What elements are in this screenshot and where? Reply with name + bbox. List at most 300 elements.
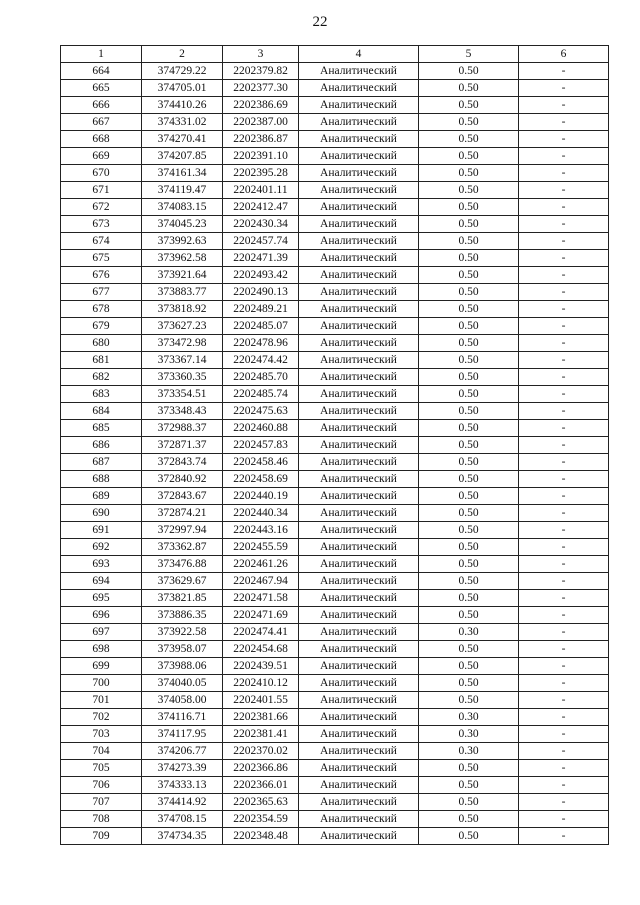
table-cell: - <box>519 267 609 284</box>
table-row <box>61 369 609 386</box>
table-row <box>61 488 609 505</box>
table-cell: 2202430.34 <box>223 216 299 233</box>
table-cell: 665 <box>61 80 142 97</box>
table-cell: 664 <box>61 63 142 80</box>
table-cell: 374414.92 <box>142 794 223 811</box>
table-cell: 0.50 <box>419 522 519 539</box>
table-cell: 0.50 <box>419 403 519 420</box>
table-cell: 374333.13 <box>142 777 223 794</box>
table-cell: 2202439.51 <box>223 658 299 675</box>
table-cell: 674 <box>61 233 142 250</box>
table-cell: Аналитический <box>299 692 419 709</box>
table-cell: 373958.07 <box>142 641 223 658</box>
table-cell: 679 <box>61 318 142 335</box>
table-cell: 0.50 <box>419 658 519 675</box>
table-cell: 2202354.59 <box>223 811 299 828</box>
table-cell: 0.50 <box>419 777 519 794</box>
table-cell: 0.50 <box>419 386 519 403</box>
table-cell: 2202490.13 <box>223 284 299 301</box>
table-cell: 2202485.70 <box>223 369 299 386</box>
table-cell: - <box>519 811 609 828</box>
table-cell: 2202489.21 <box>223 301 299 318</box>
table-cell: - <box>519 233 609 250</box>
table-cell: Аналитический <box>299 726 419 743</box>
table-cell: 692 <box>61 539 142 556</box>
table-cell: Аналитический <box>299 284 419 301</box>
table-cell: 669 <box>61 148 142 165</box>
table-cell: 666 <box>61 97 142 114</box>
table-cell: Аналитический <box>299 148 419 165</box>
table-cell: 2202457.83 <box>223 437 299 454</box>
table-cell: 0.50 <box>419 335 519 352</box>
table-cell: Аналитический <box>299 114 419 131</box>
table-cell: 685 <box>61 420 142 437</box>
table-cell: 0.50 <box>419 488 519 505</box>
table-cell: 2202461.26 <box>223 556 299 573</box>
table-row <box>61 760 609 777</box>
table-cell: 0.50 <box>419 318 519 335</box>
table-row <box>61 165 609 182</box>
table-cell: Аналитический <box>299 131 419 148</box>
table-row <box>61 437 609 454</box>
table-cell: 0.50 <box>419 148 519 165</box>
table-cell: Аналитический <box>299 488 419 505</box>
table-row <box>61 692 609 709</box>
table-cell: - <box>519 573 609 590</box>
table-cell: 373821.85 <box>142 590 223 607</box>
table-cell: - <box>519 692 609 709</box>
table-row <box>61 743 609 760</box>
table-cell: 373992.63 <box>142 233 223 250</box>
table-cell: - <box>519 182 609 199</box>
table-cell: 372843.67 <box>142 488 223 505</box>
table-cell: - <box>519 505 609 522</box>
table-cell: - <box>519 760 609 777</box>
table-cell: 374040.05 <box>142 675 223 692</box>
table-cell: 687 <box>61 454 142 471</box>
table-row <box>61 811 609 828</box>
table-cell: 2202458.46 <box>223 454 299 471</box>
table-cell: 672 <box>61 199 142 216</box>
table-cell: - <box>519 794 609 811</box>
table-cell: Аналитический <box>299 828 419 845</box>
table-row <box>61 403 609 420</box>
table-cell: 690 <box>61 505 142 522</box>
table-row <box>61 726 609 743</box>
table-cell: Аналитический <box>299 573 419 590</box>
table-row <box>61 794 609 811</box>
table-cell: 706 <box>61 777 142 794</box>
table-cell: 374705.01 <box>142 80 223 97</box>
table-cell: 372874.21 <box>142 505 223 522</box>
table-cell: 0.50 <box>419 165 519 182</box>
table-cell: - <box>519 250 609 267</box>
table-row <box>61 624 609 641</box>
table-row <box>61 301 609 318</box>
table-cell: 2202454.68 <box>223 641 299 658</box>
table-cell: 373354.51 <box>142 386 223 403</box>
table-row <box>61 777 609 794</box>
table-cell: - <box>519 284 609 301</box>
table-cell: 2202387.00 <box>223 114 299 131</box>
column-header: 1 <box>61 46 142 63</box>
table-cell: 0.50 <box>419 471 519 488</box>
table-cell: 373818.92 <box>142 301 223 318</box>
table-cell: 372843.74 <box>142 454 223 471</box>
table-cell: 373962.58 <box>142 250 223 267</box>
table-cell: 0.50 <box>419 607 519 624</box>
table-cell: Аналитический <box>299 267 419 284</box>
table-cell: 684 <box>61 403 142 420</box>
table-cell: 373988.06 <box>142 658 223 675</box>
table-cell: Аналитический <box>299 301 419 318</box>
table-row <box>61 709 609 726</box>
table-cell: 2202377.30 <box>223 80 299 97</box>
table-cell: Аналитический <box>299 199 419 216</box>
table-cell: 2202412.47 <box>223 199 299 216</box>
table-cell: 373360.35 <box>142 369 223 386</box>
table-cell: Аналитический <box>299 437 419 454</box>
column-header: 6 <box>519 46 609 63</box>
table-cell: Аналитический <box>299 233 419 250</box>
table-cell: 374083.15 <box>142 199 223 216</box>
table-row <box>61 386 609 403</box>
table-cell: 373627.23 <box>142 318 223 335</box>
table-cell: 0.50 <box>419 284 519 301</box>
table-cell: 0.50 <box>419 97 519 114</box>
table-cell: 0.50 <box>419 420 519 437</box>
table-cell: 2202391.10 <box>223 148 299 165</box>
table-cell: 2202471.58 <box>223 590 299 607</box>
table-cell: Аналитический <box>299 658 419 675</box>
column-header: 2 <box>142 46 223 63</box>
table-cell: 699 <box>61 658 142 675</box>
table-cell: - <box>519 97 609 114</box>
table-cell: - <box>519 437 609 454</box>
table-row <box>61 454 609 471</box>
table-body <box>61 63 609 845</box>
table-cell: - <box>519 403 609 420</box>
table-cell: 703 <box>61 726 142 743</box>
table-cell: - <box>519 777 609 794</box>
table-cell: 374734.35 <box>142 828 223 845</box>
table-cell: Аналитический <box>299 743 419 760</box>
table-cell: 2202443.16 <box>223 522 299 539</box>
column-header: 3 <box>223 46 299 63</box>
table-cell: 374116.71 <box>142 709 223 726</box>
table-row <box>61 80 609 97</box>
table-cell: - <box>519 624 609 641</box>
table-cell: 372997.94 <box>142 522 223 539</box>
table-cell: Аналитический <box>299 335 419 352</box>
table-cell: 2202366.01 <box>223 777 299 794</box>
table-row <box>61 573 609 590</box>
table-cell: 671 <box>61 182 142 199</box>
table-cell: 0.50 <box>419 692 519 709</box>
table-cell: 2202458.69 <box>223 471 299 488</box>
table-cell: 0.50 <box>419 760 519 777</box>
table-cell: 673 <box>61 216 142 233</box>
table-cell: Аналитический <box>299 369 419 386</box>
table-row <box>61 216 609 233</box>
table-cell: 374331.02 <box>142 114 223 131</box>
table-cell: 681 <box>61 352 142 369</box>
coordinates-table <box>60 45 609 845</box>
table-row <box>61 420 609 437</box>
table-cell: 0.30 <box>419 743 519 760</box>
table-cell: Аналитический <box>299 505 419 522</box>
table-cell: - <box>519 454 609 471</box>
table-cell: 374161.34 <box>142 165 223 182</box>
table-cell: 373367.14 <box>142 352 223 369</box>
table-cell: 0.50 <box>419 556 519 573</box>
table-cell: Аналитический <box>299 522 419 539</box>
table-cell: 2202474.42 <box>223 352 299 369</box>
table-row <box>61 267 609 284</box>
table-cell: 2202475.63 <box>223 403 299 420</box>
table-cell: Аналитический <box>299 709 419 726</box>
table-row <box>61 131 609 148</box>
table-cell: 373472.98 <box>142 335 223 352</box>
table-cell: 0.50 <box>419 182 519 199</box>
table-row <box>61 114 609 131</box>
table-cell: 2202365.63 <box>223 794 299 811</box>
table-cell: 2202440.19 <box>223 488 299 505</box>
table-cell: - <box>519 743 609 760</box>
table-cell: Аналитический <box>299 641 419 658</box>
table-cell: 2202471.39 <box>223 250 299 267</box>
table-row <box>61 471 609 488</box>
table-cell: 373629.67 <box>142 573 223 590</box>
table-cell: 373348.43 <box>142 403 223 420</box>
table-cell: Аналитический <box>299 63 419 80</box>
table-cell: 695 <box>61 590 142 607</box>
table-cell: Аналитический <box>299 403 419 420</box>
table-cell: - <box>519 131 609 148</box>
table-cell: Аналитический <box>299 777 419 794</box>
table-cell: 707 <box>61 794 142 811</box>
table-cell: Аналитический <box>299 420 419 437</box>
table-cell: 0.50 <box>419 131 519 148</box>
table-cell: 2202440.34 <box>223 505 299 522</box>
table-cell: 374708.15 <box>142 811 223 828</box>
table-cell: 677 <box>61 284 142 301</box>
table-row <box>61 522 609 539</box>
table-cell: Аналитический <box>299 811 419 828</box>
table-cell: - <box>519 216 609 233</box>
table-cell: 0.50 <box>419 454 519 471</box>
table-cell: 2202395.28 <box>223 165 299 182</box>
table-cell: 2202457.74 <box>223 233 299 250</box>
table-cell: - <box>519 828 609 845</box>
table-cell: 0.50 <box>419 828 519 845</box>
table-cell: 373922.58 <box>142 624 223 641</box>
table-cell: 697 <box>61 624 142 641</box>
table-cell: Аналитический <box>299 556 419 573</box>
table-row <box>61 233 609 250</box>
table-cell: 372871.37 <box>142 437 223 454</box>
table-cell: - <box>519 522 609 539</box>
table-row <box>61 352 609 369</box>
table-cell: 373921.64 <box>142 267 223 284</box>
table-cell: 374206.77 <box>142 743 223 760</box>
table-cell: 698 <box>61 641 142 658</box>
table-cell: 374207.85 <box>142 148 223 165</box>
table-cell: Аналитический <box>299 250 419 267</box>
table-cell: 2202401.11 <box>223 182 299 199</box>
table-cell: - <box>519 641 609 658</box>
table-cell: 2202471.69 <box>223 607 299 624</box>
table-row <box>61 828 609 845</box>
table-cell: 373886.35 <box>142 607 223 624</box>
table-cell: - <box>519 590 609 607</box>
column-header: 4 <box>299 46 419 63</box>
table-row <box>61 199 609 216</box>
table-cell: 694 <box>61 573 142 590</box>
table-cell: 688 <box>61 471 142 488</box>
table-row <box>61 335 609 352</box>
table-cell: 691 <box>61 522 142 539</box>
table-row <box>61 182 609 199</box>
table-cell: 2202460.88 <box>223 420 299 437</box>
table-cell: Аналитический <box>299 675 419 692</box>
table-cell: 705 <box>61 760 142 777</box>
table-cell: 0.50 <box>419 675 519 692</box>
table-cell: 0.50 <box>419 233 519 250</box>
table-cell: 372988.37 <box>142 420 223 437</box>
table-cell: 2202467.94 <box>223 573 299 590</box>
table-cell: 374729.22 <box>142 63 223 80</box>
table-cell: - <box>519 488 609 505</box>
table-cell: - <box>519 607 609 624</box>
table-cell: Аналитический <box>299 607 419 624</box>
table-cell: 2202493.42 <box>223 267 299 284</box>
table-cell: - <box>519 726 609 743</box>
table-cell: 374270.41 <box>142 131 223 148</box>
table-cell: - <box>519 709 609 726</box>
table-cell: 374273.39 <box>142 760 223 777</box>
table-cell: - <box>519 318 609 335</box>
table-cell: 0.50 <box>419 80 519 97</box>
table-cell: 702 <box>61 709 142 726</box>
table-cell: 678 <box>61 301 142 318</box>
table-cell: 700 <box>61 675 142 692</box>
table-cell: 0.30 <box>419 709 519 726</box>
table-cell: Аналитический <box>299 624 419 641</box>
table-cell: 2202410.12 <box>223 675 299 692</box>
table-cell: Аналитический <box>299 97 419 114</box>
table-cell: 683 <box>61 386 142 403</box>
table-cell: - <box>519 471 609 488</box>
table-cell: 0.50 <box>419 267 519 284</box>
table-cell: 0.50 <box>419 539 519 556</box>
table-cell: 675 <box>61 250 142 267</box>
table-cell: Аналитический <box>299 386 419 403</box>
table-cell: 2202455.59 <box>223 539 299 556</box>
table-cell: 0.50 <box>419 794 519 811</box>
table-cell: Аналитический <box>299 794 419 811</box>
table-cell: 0.50 <box>419 369 519 386</box>
table-cell: 0.50 <box>419 114 519 131</box>
table-cell: - <box>519 539 609 556</box>
table-cell: 2202386.87 <box>223 131 299 148</box>
table-row <box>61 250 609 267</box>
table-cell: 708 <box>61 811 142 828</box>
table-row <box>61 148 609 165</box>
table-cell: - <box>519 114 609 131</box>
table-cell: Аналитический <box>299 471 419 488</box>
table-cell: 2202401.55 <box>223 692 299 709</box>
table-cell: Аналитический <box>299 454 419 471</box>
table-cell: - <box>519 556 609 573</box>
table-cell: - <box>519 165 609 182</box>
table-row <box>61 97 609 114</box>
table-cell: 693 <box>61 556 142 573</box>
table-cell: 374045.23 <box>142 216 223 233</box>
table-cell: 0.30 <box>419 624 519 641</box>
table-cell: - <box>519 658 609 675</box>
table-cell: 2202485.07 <box>223 318 299 335</box>
table-row <box>61 675 609 692</box>
table-cell: 0.50 <box>419 641 519 658</box>
table-cell: 372840.92 <box>142 471 223 488</box>
table-cell: Аналитический <box>299 165 419 182</box>
table-cell: - <box>519 675 609 692</box>
table-cell: 0.50 <box>419 573 519 590</box>
column-header: 5 <box>419 46 519 63</box>
table-row <box>61 63 609 80</box>
table-cell: - <box>519 369 609 386</box>
table-cell: 696 <box>61 607 142 624</box>
table-row <box>61 641 609 658</box>
table-row <box>61 318 609 335</box>
table-cell: Аналитический <box>299 182 419 199</box>
table-row <box>61 556 609 573</box>
table-cell: - <box>519 352 609 369</box>
table-cell: 373476.88 <box>142 556 223 573</box>
table-cell: Аналитический <box>299 318 419 335</box>
table-cell: 701 <box>61 692 142 709</box>
table-cell: 2202386.69 <box>223 97 299 114</box>
table-cell: 680 <box>61 335 142 352</box>
table-cell: 0.50 <box>419 505 519 522</box>
table-row <box>61 658 609 675</box>
table-cell: 0.50 <box>419 590 519 607</box>
table-cell: 2202478.96 <box>223 335 299 352</box>
table-cell: 0.50 <box>419 199 519 216</box>
table-cell: 2202370.02 <box>223 743 299 760</box>
table-cell: 2202379.82 <box>223 63 299 80</box>
table-cell: 2202381.41 <box>223 726 299 743</box>
table-cell: 0.50 <box>419 811 519 828</box>
table-cell: 0.50 <box>419 437 519 454</box>
table-cell: 2202381.66 <box>223 709 299 726</box>
table-cell: 374410.26 <box>142 97 223 114</box>
table-cell: 0.50 <box>419 352 519 369</box>
table-cell: - <box>519 199 609 216</box>
table-cell: - <box>519 148 609 165</box>
table-cell: 709 <box>61 828 142 845</box>
table-cell: 0.50 <box>419 301 519 318</box>
table-row <box>61 607 609 624</box>
table-cell: 0.50 <box>419 216 519 233</box>
table-cell: 2202348.48 <box>223 828 299 845</box>
table-cell: 0.50 <box>419 250 519 267</box>
table-cell: 682 <box>61 369 142 386</box>
table-cell: Аналитический <box>299 80 419 97</box>
table-cell: 686 <box>61 437 142 454</box>
table-cell: Аналитический <box>299 760 419 777</box>
